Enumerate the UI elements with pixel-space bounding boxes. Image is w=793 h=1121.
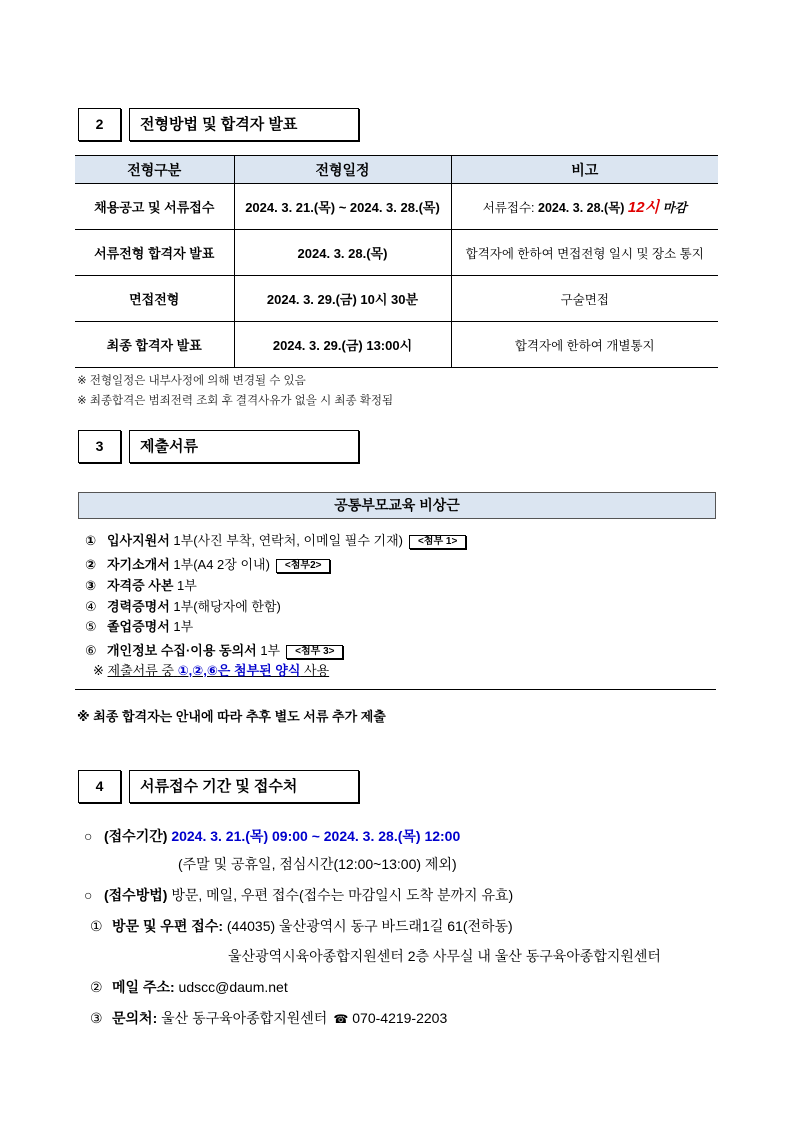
- schedule-table: [75, 155, 718, 368]
- row-category: 최종 합격자 발표: [75, 322, 234, 368]
- note-suffix: 마감: [662, 201, 687, 215]
- item-detail: 1부: [173, 619, 194, 634]
- section-3-title: 제출서류: [129, 430, 359, 463]
- item-detail: 1부(사진 부착, 연락처, 이메일 필수 기재): [173, 533, 403, 548]
- row-schedule: 2024. 3. 29.(금) 10시 30분: [234, 276, 451, 322]
- table-row: [75, 322, 718, 368]
- note-prefix: 제출서류 중: [107, 663, 174, 678]
- header-category: 전형구분: [75, 156, 234, 184]
- row-category: 면접전형: [75, 276, 234, 322]
- item-name: 입사지원서: [107, 533, 170, 548]
- schedule-note-2: ※ 최종합격은 범죄전력 조회 후 결격사유가 없을 시 최종 확정됨: [77, 395, 394, 407]
- contact-number: ①: [90, 918, 103, 934]
- row-schedule: 2024. 3. 28.(목): [234, 230, 451, 276]
- header-note: 비고: [451, 156, 718, 184]
- item-number: ⑥: [85, 643, 97, 658]
- item-number: ②: [85, 557, 97, 572]
- item-detail: 1부: [260, 643, 281, 658]
- email-address: udscc@daum.net: [178, 979, 288, 995]
- document-item: [85, 532, 466, 550]
- row-category: 채용공고 및 서류접수: [75, 184, 234, 230]
- note-deadline-highlight: 12시: [627, 199, 660, 216]
- table-row: [75, 230, 718, 276]
- period-label: (접수기간): [104, 828, 168, 844]
- contact-label: 방문 및 우편 접수:: [112, 918, 223, 934]
- period-value: 2024. 3. 21.(목) 09:00 ~ 2024. 3. 28.(목) 12:00: [171, 828, 461, 844]
- application-method: [84, 885, 513, 905]
- table-header-row: [75, 156, 718, 184]
- contact-inquiry: [90, 1008, 447, 1029]
- contact-number: ③: [90, 1010, 103, 1026]
- table-row: [75, 276, 718, 322]
- section-4-number: 4: [78, 770, 121, 803]
- document-item: [85, 577, 197, 595]
- item-name: 졸업증명서: [107, 619, 170, 634]
- phone-number: 070-4219-2203: [352, 1010, 448, 1026]
- documents-heading: 공통부모교육 비상근: [78, 492, 716, 519]
- note-mark: ※: [93, 663, 104, 678]
- contact-org: 울산 동구육아종합지원센터: [161, 1010, 328, 1026]
- table-row: [75, 184, 718, 230]
- attachment-tag: <첨부 3>: [286, 645, 343, 659]
- row-note: [451, 184, 718, 230]
- documents-note: [93, 662, 329, 680]
- document-item: [85, 598, 281, 616]
- note-prefix: 서류접수:: [482, 201, 535, 215]
- schedule-note-1: ※ 전형일정은 내부사정에 의해 변경될 수 있음: [77, 375, 306, 387]
- contact-label: 문의처:: [112, 1010, 158, 1026]
- document-item: [85, 556, 330, 574]
- note-highlight: ①,②,⑥은 첨부된 양식: [177, 663, 301, 678]
- attachment-tag: <첨부 1>: [409, 535, 466, 549]
- row-note: 합격자에 한하여 면접전형 일시 및 장소 통지: [451, 230, 718, 276]
- contact-number: ②: [90, 979, 103, 995]
- period-exclusion: (주말 및 공휴일, 점심시간(12:00~13:00) 제외): [178, 856, 457, 872]
- attachment-tag: <첨부2>: [276, 559, 331, 573]
- application-period: [84, 826, 460, 846]
- row-note: 합격자에 한하여 개별통지: [451, 322, 718, 368]
- item-detail: 1부(해당자에 한함): [173, 599, 281, 614]
- bullet-circle: ○: [84, 887, 93, 903]
- item-detail: 1부: [177, 578, 197, 593]
- row-category: 서류전형 합격자 발표: [75, 230, 234, 276]
- contact-email: [90, 977, 288, 997]
- header-schedule: 전형일정: [234, 156, 451, 184]
- section-2-number: 2: [78, 108, 121, 141]
- contact-label: 메일 주소:: [112, 979, 175, 995]
- contact-address: (44035) 울산광역시 동구 바드래1길 61(전하동): [226, 918, 513, 934]
- document-item: [85, 642, 343, 660]
- row-schedule: 2024. 3. 29.(금) 13:00시: [234, 322, 451, 368]
- row-note: 구술면접: [451, 276, 718, 322]
- phone-icon: [333, 1008, 348, 1029]
- note-text: [108, 663, 330, 678]
- section-2-title: 전형방법 및 합격자 발표: [129, 108, 359, 141]
- method-value: 방문, 메일, 우편 접수(접수는 마감일시 도착 분까지 유효): [171, 887, 514, 903]
- bullet-circle: ○: [84, 828, 93, 844]
- item-name: 개인정보 수집·이용 동의서: [107, 643, 257, 658]
- documents-divider: [75, 689, 716, 690]
- method-label: (접수방법): [104, 887, 168, 903]
- section-3-number: 3: [78, 430, 121, 463]
- item-name: 자격증 사본: [107, 578, 174, 593]
- note-suffix: 사용: [304, 663, 330, 678]
- note-date: 2024. 3. 28.(목): [538, 201, 625, 215]
- item-detail: 1부(A4 2장 이내): [173, 557, 270, 572]
- document-item: [85, 618, 193, 636]
- final-submission-note: ※ 최종 합격자는 안내에 따라 추후 별도 서류 추가 제출: [77, 709, 386, 724]
- section-4-title: 서류접수 기간 및 접수처: [129, 770, 359, 803]
- contact-address-line2: 울산광역시육아종합지원센터 2층 사무실 내 울산 동구육아종합지원센터: [228, 948, 661, 964]
- item-number: ④: [85, 599, 97, 614]
- item-name: 경력증명서: [107, 599, 170, 614]
- item-number: ①: [85, 533, 97, 548]
- item-number: ⑤: [85, 619, 97, 634]
- item-name: 자기소개서: [107, 557, 170, 572]
- contact-visit-mail: [90, 916, 513, 936]
- item-number: ③: [85, 578, 97, 593]
- row-schedule: 2024. 3. 21.(목) ~ 2024. 3. 28.(목): [234, 184, 451, 230]
